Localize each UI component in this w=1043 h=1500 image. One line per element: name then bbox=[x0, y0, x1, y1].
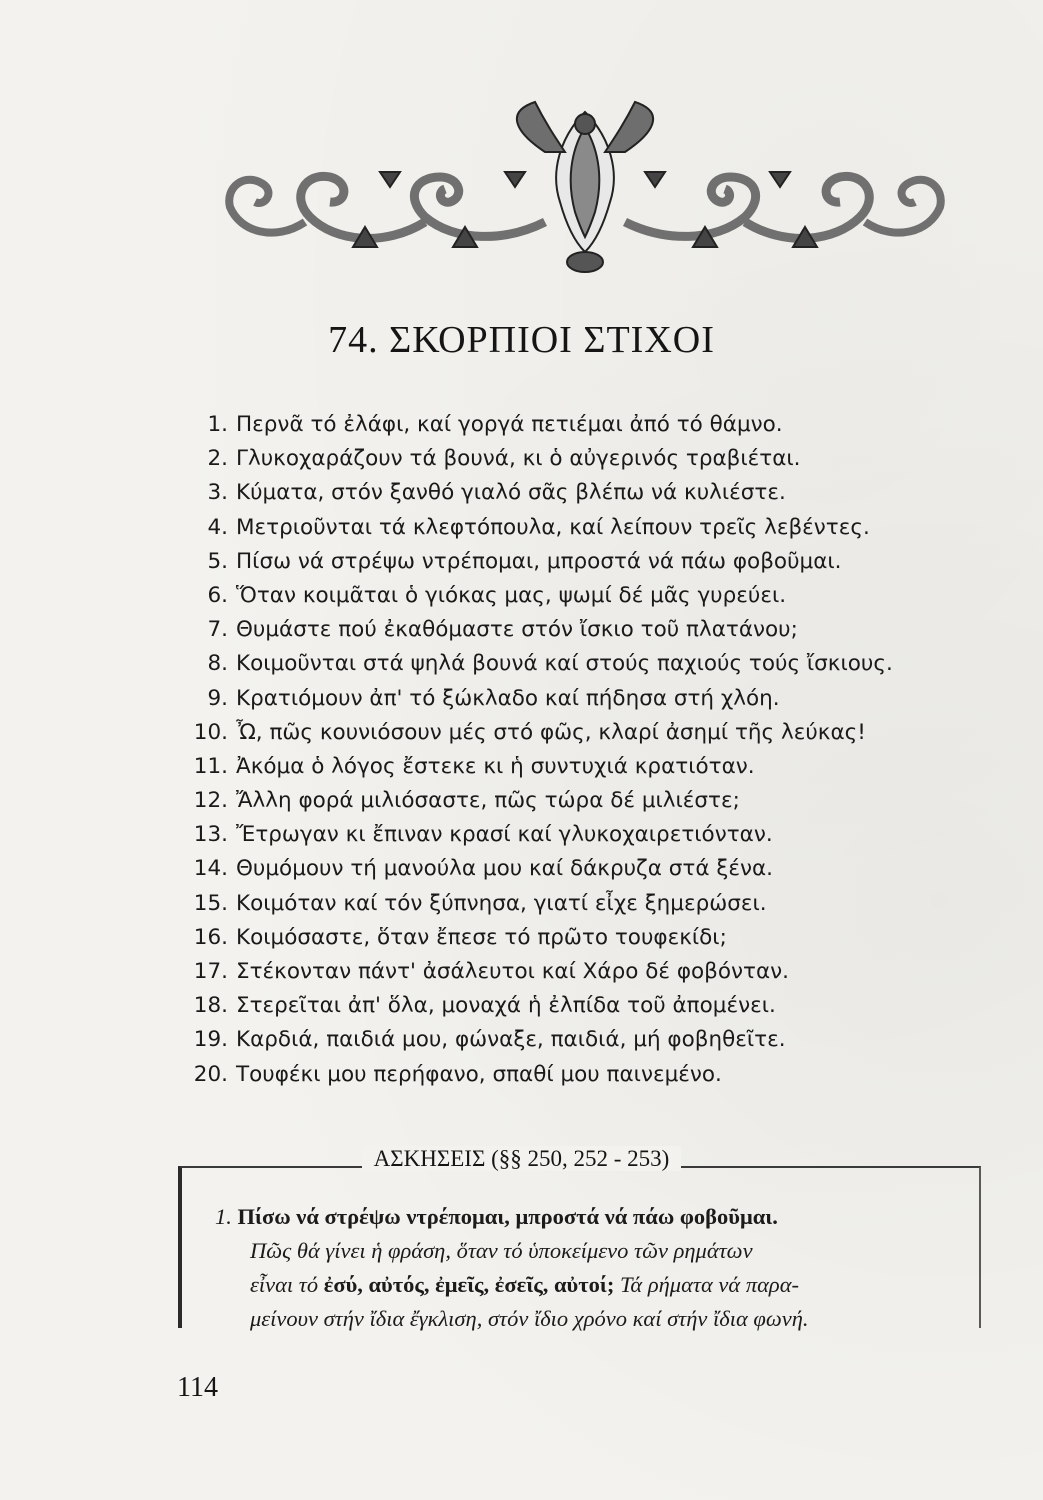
verse-line bbox=[172, 784, 972, 818]
exercise-instruction-line: εἶναι τό ἐσύ, αὐτός, ἐμεῖς, ἐσεῖς, αὐτοί; Τά ρήματα νά παρα- bbox=[250, 1272, 800, 1297]
verse-number: 11. bbox=[193, 753, 228, 779]
verse-line bbox=[172, 579, 972, 613]
poem-title: 74. ΣΚΟΡΠΙΟΙ ΣΤΙΧΟΙ bbox=[328, 319, 715, 361]
verse-line bbox=[172, 545, 972, 579]
verse-line bbox=[172, 613, 972, 647]
verse-line bbox=[172, 955, 972, 989]
verse-number: 15. bbox=[193, 890, 228, 916]
exercise-heading: ΑΣΚΗΣΕΙΣ (§§ 250, 252 - 253) bbox=[0, 1146, 1043, 1172]
verse-text: Περνᾶ τό ἐλάφι, καί γοργά πετιέμαι ἀπό τό θάμνο. bbox=[236, 412, 783, 437]
exercise-item-sentence: Πίσω νά στρέψω ντρέπομαι, μπροστά νά πάω φοβοῦμαι. bbox=[237, 1204, 778, 1229]
exercise-instruction-line: μείνουν στήν ἴδια ἔγκλιση, στόν ἴδιο χρόνο καί στήν ἴδια φωνή. bbox=[250, 1306, 809, 1331]
verse-number: 10. bbox=[193, 719, 228, 745]
verse-text: Μετριοῦνται τά κλεφτόπουλα, καί λείπουν τρεῖς λεβέντες. bbox=[236, 514, 870, 540]
verse-number: 4. bbox=[207, 514, 228, 540]
verse-text: Καρδιά, παιδιά μου, φώναξε, παιδιά, μή φοβηθεῖτε. bbox=[236, 1027, 786, 1053]
verse-text: Κρατιόμουν ἀπ' τό ξώκλαδο καί πήδησα στή χλόη. bbox=[236, 685, 780, 711]
verse-text: Ἄλλη φορά μιλιόσαστε, πῶς τώρα δέ μιλιέστε; bbox=[236, 788, 740, 814]
verse-number: 18. bbox=[193, 993, 228, 1019]
exercise-pronouns: ἐσύ, αὐτός, ἐμεῖς, ἐσεῖς, αὐτοί; bbox=[323, 1272, 615, 1297]
verse-text: Κοιμοῦνται στά ψηλά βουνά καί στούς παχιούς τούς ἴσκιους. bbox=[236, 651, 893, 677]
verse-number: 12. bbox=[193, 788, 228, 814]
verse-list bbox=[172, 408, 972, 1092]
verse-text: Ὅταν κοιμᾶται ὁ γιόκας μας, ψωμί δέ μᾶς γυρεύει. bbox=[236, 582, 787, 608]
exercise-content bbox=[215, 1200, 975, 1336]
verse-line bbox=[172, 750, 972, 784]
verse-number: 9. bbox=[207, 685, 228, 711]
verse-number: 17. bbox=[193, 959, 228, 984]
exercise-item-number: 1. bbox=[215, 1204, 232, 1229]
verse-number: 5. bbox=[207, 548, 228, 574]
verse-line bbox=[172, 716, 972, 750]
verse-text: Ἔτρωγαν κι ἔπιναν κρασί καί γλυκοχαιρετιόνταν. bbox=[236, 822, 773, 848]
verse-line bbox=[172, 989, 972, 1023]
verse-line bbox=[172, 476, 972, 510]
verse-text: Κύματα, στόν ξανθό γιαλό σᾶς βλέπω νά κυλιέστε. bbox=[236, 480, 786, 506]
verse-text: Γλυκοχαράζουν τά βουνά, κι ὁ αὐγερινός τραβιέται. bbox=[236, 446, 801, 472]
verse-line bbox=[172, 1023, 972, 1057]
verse-text: Στέκονταν πάντ' ἀσάλευτοι καί Χάρο δέ φοβόνταν. bbox=[236, 959, 790, 984]
verse-text: Στερεῖται ἀπ' ὅλα, μοναχά ἡ ἐλπίδα τοῦ ἀπομένει. bbox=[236, 993, 776, 1019]
verse-line bbox=[172, 1058, 972, 1092]
verse-line bbox=[172, 442, 972, 476]
verse-text: Κοιμόσαστε, ὅταν ἔπεσε τό πρῶτο τουφεκίδι; bbox=[236, 924, 727, 950]
verse-number: 6. bbox=[207, 582, 228, 608]
verse-text: Θυμόμουν τή μανούλα μου καί δάκρυζα στά ξένα. bbox=[236, 856, 773, 882]
verse-line bbox=[172, 852, 972, 886]
verse-text: Θυμάστε πού ἐκαθόμαστε στόν ἴσκιο τοῦ πλατάνου; bbox=[236, 617, 798, 643]
verse-line bbox=[172, 647, 972, 681]
verse-line bbox=[172, 887, 972, 921]
verse-number: 8. bbox=[207, 651, 228, 677]
decorative-ornament-icon bbox=[215, 92, 955, 282]
verse-line bbox=[172, 408, 972, 442]
verse-number: 20. bbox=[193, 1061, 228, 1087]
verse-text: Ὦ, πῶς κουνιόσουν μές στό φῶς, κλαρί ἀσημί τῆς λεύκας! bbox=[236, 719, 866, 745]
verse-text: Πίσω νά στρέψω ντρέπομαι, μπροστά νά πάω φοβοῦμαι. bbox=[236, 548, 842, 574]
verse-line bbox=[172, 921, 972, 955]
verse-text: Κοιμόταν καί τόν ξύπνησα, γιατί εἶχε ξημερώσει. bbox=[236, 890, 767, 916]
verse-number: 1. bbox=[207, 412, 228, 437]
verse-text: Ἀκόμα ὁ λόγος ἔστεκε κι ἡ συντυχιά κρατιόταν. bbox=[236, 753, 755, 779]
verse-number: 2. bbox=[207, 446, 228, 472]
verse-number: 13. bbox=[193, 822, 228, 848]
exercise-instruction-line: Πῶς θά γίνει ἡ φράση, ὅταν τό ὑποκείμενο τῶν ρημάτων bbox=[250, 1238, 753, 1263]
verse-line bbox=[172, 511, 972, 545]
exercise-item-line bbox=[215, 1200, 975, 1234]
verse-line bbox=[172, 818, 972, 852]
verse-text: Τουφέκι μου περήφανο, σπαθί μου παινεμένο. bbox=[236, 1061, 722, 1087]
verse-number: 14. bbox=[193, 856, 228, 882]
verse-line bbox=[172, 682, 972, 716]
page-number: 114 bbox=[177, 1372, 218, 1403]
verse-number: 19. bbox=[193, 1027, 228, 1053]
verse-number: 7. bbox=[207, 617, 228, 643]
verse-number: 3. bbox=[207, 480, 228, 506]
verse-number: 16. bbox=[193, 924, 228, 950]
